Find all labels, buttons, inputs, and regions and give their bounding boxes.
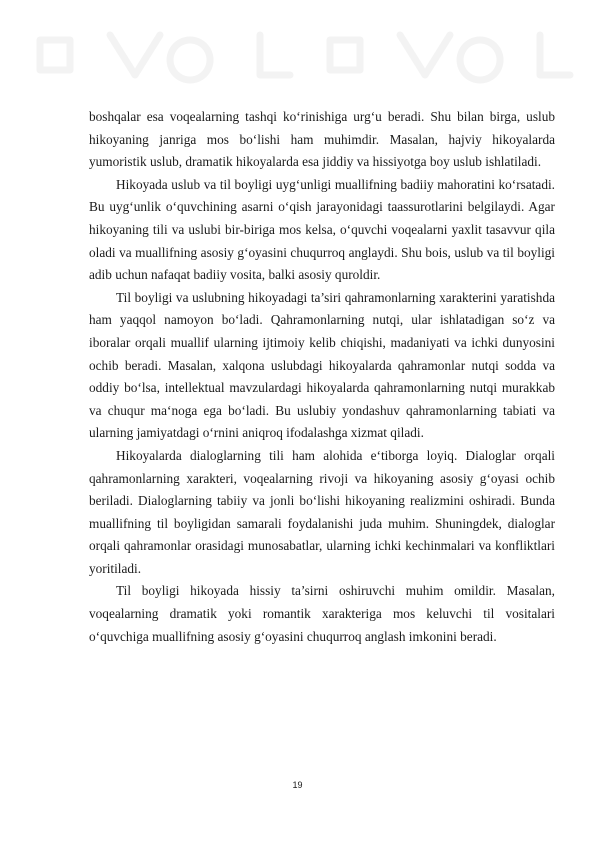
page-number: 19 [292, 780, 303, 790]
paragraph-3: Til boyligi va uslubning hikoyadagi ta’siri qahramonlarning xarakterini yaratishda ham yaqqol namoyon bo‘ladi. Qahramonlarning nutqi, ular ishlatadigan so‘z va iboralar orqali muallif ularning ijtimoiy kelib chiqishi, madaniyati va ichki dunyosini ochib beradi. Masalan, xalqona uslubdagi hikoyalarda qahramonlar nutqi sodda va oddiy bo‘lsa, intellektual mavzulardagi hikoyalarda qahramonlarning nutqi murakkab va chuqur ma‘noga ega bo‘ladi. Bu uslubiy yondashuv qahramonlarning tabiati va ularning jamiyatdagi o‘rnini aniqroq ifodalashga xizmat qiladi. [89, 289, 555, 441]
paragraph-1: boshqalar esa voqealarning tashqi ko‘rinishiga urg‘u beradi. Shu bilan birga, uslub hikoyaning janriga mos bo‘lishi ham muhimdir. Masalan, hajviy hikoyalarda yumoristik uslub, dramatik hikoyalarda esa jiddiy va hissiyotga boy uslub ishlatiladi. [89, 109, 555, 170]
paragraph-2: Hikoyada uslub va til boyligi uyg‘unligi muallifning badiiy mahoratini ko‘rsatadi. Bu uyg‘unlik o‘quvchining asarni o‘qish jarayonidagi taassurotlarini belgilaydi. Agar hikoyaning tili va uslubi bir-biriga mos kelsa, o‘quvchi voqealarni yaxlit tasavvur qila oladi va muallifning asosiy g‘oyasini chuqurroq anglaydi. Shu bois, uslub va til boyligi adib uchun nafaqat badiiy vosita, balki asosiy quroldir. [89, 176, 555, 283]
body-text [89, 106, 555, 648]
paragraph-4: Hikoyalarda dialoglarning tili ham alohida e‘tiborga loyiq. Dialoglar orqali qahramonlarning xarakteri, voqealarning rivoji va hikoyaning asosiy g‘oyasi ochib beriladi. Dialoglarning tabiiy va jonli bo‘lishi hikoyaning realizmini oshiradi. Bunda muallifning til boyligidan samarali foydalanishi juda muhim. Shuningdek, dialoglar orqali qahramonlar orasidagi munosabatlar, ularning ichki kechinmalari va konfliktlari yoritiladi. [89, 447, 555, 576]
paragraph-5: Til boyligi hikoyada hissiy ta’sirni oshiruvchi muhim omildir. Masalan, voqealarning dramatik yoki romantik xarakteriga mos keluvchi til vositalari o‘quvchiga muallifning asosiy g‘oyasini chuqurroq anglash imkonini beradi. [89, 583, 555, 644]
